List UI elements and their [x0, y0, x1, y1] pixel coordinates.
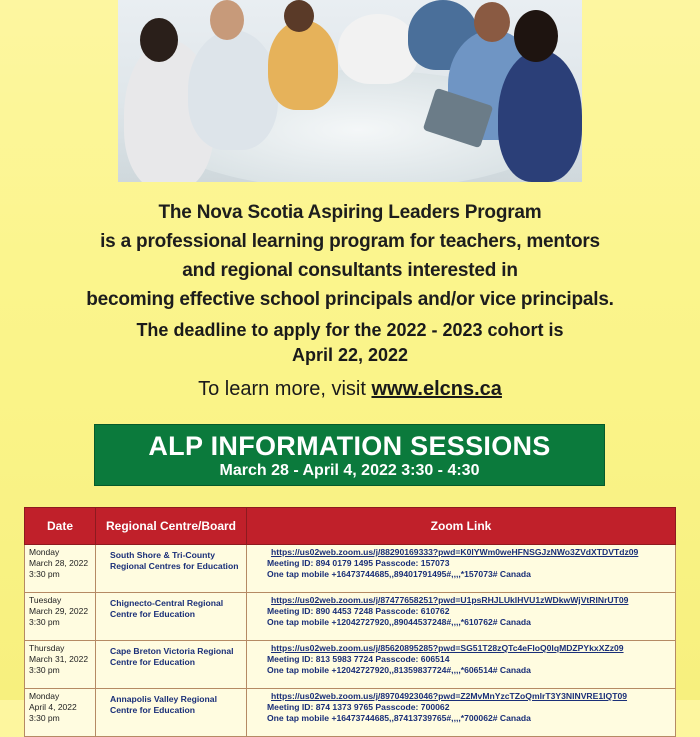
session-date [25, 689, 96, 737]
session-day: Monday [29, 691, 60, 701]
table-row [25, 641, 676, 689]
zoom-link[interactable]: https://us02web.zoom.us/j/88290169333?pwd=K0lYWm0weHFNSGJzNWo3ZVdXTDVTdz09 [271, 547, 639, 557]
deadline-line: The deadline to apply for the 2022 - 2023 cohort is [136, 320, 564, 340]
table-row [25, 689, 676, 737]
meeting-photo [118, 0, 582, 182]
table-row [25, 545, 676, 593]
session-date-text: April 4, 2022 [29, 702, 77, 712]
intro-line: The Nova Scotia Aspiring Leaders Program [158, 202, 542, 223]
website-link[interactable]: www.elcns.ca [371, 378, 502, 400]
session-date [25, 593, 96, 641]
zoom-info [247, 545, 676, 593]
zoom-info [247, 593, 676, 641]
session-time: 3:30 pm [29, 665, 60, 675]
session-date [25, 641, 96, 689]
deadline-notice [0, 318, 700, 368]
meeting-id: Meeting ID: 874 1373 9765 Passcode: 700062 [267, 702, 450, 712]
one-tap-mobile: One tap mobile +12042727920,,89044537248#,,,,*610762# Canada [267, 617, 531, 627]
zoom-info [247, 641, 676, 689]
session-date [25, 545, 96, 593]
session-day: Monday [29, 547, 60, 557]
intro-line: is a professional learning program for teachers, mentors [100, 231, 600, 252]
zoom-info [247, 689, 676, 737]
regional-board: South Shore & Tri-County Regional Centres for Education [96, 545, 247, 593]
learn-more [0, 378, 700, 401]
intro-line: and regional consultants interested in [182, 260, 518, 281]
intro-line: becoming effective school principals and/or vice principals. [86, 289, 614, 310]
deadline-date: April 22, 2022 [291, 345, 409, 365]
table-row [25, 593, 676, 641]
session-day: Thursday [29, 643, 65, 653]
banner-subtitle: March 28 - April 4, 2022 3:30 - 4:30 [219, 462, 480, 479]
session-day: Tuesday [29, 595, 62, 605]
one-tap-mobile: One tap mobile +16473744685,,89401791495#,,,,*157073# Canada [267, 569, 531, 579]
zoom-header: Zoom Link [247, 508, 676, 545]
zoom-link[interactable]: https://us02web.zoom.us/j/85620895285?pwd=SG51T28zQTc4eFloQ0lqMDZPYkxXZz09 [271, 643, 624, 653]
zoom-link[interactable]: https://us02web.zoom.us/j/89704923046?pwd=Z2MvMnYzcTZoQmlrT3Y3NlNVRE1IQT09 [271, 691, 628, 701]
session-date-text: March 31, 2022 [29, 654, 89, 664]
one-tap-mobile: One tap mobile +16473744685,,87413739765#,,,,*700062# Canada [267, 713, 531, 723]
regional-board: Chignecto-Central Regional Centre for Education [96, 593, 247, 641]
regional-board: Annapolis Valley Regional Centre for Education [96, 689, 247, 737]
sessions-table [24, 507, 676, 737]
board-header: Regional Centre/Board [96, 508, 247, 545]
session-date-text: March 29, 2022 [29, 606, 89, 616]
meeting-id: Meeting ID: 813 5983 7724 Passcode: 606514 [267, 654, 450, 664]
program-description [0, 198, 700, 314]
session-time: 3:30 pm [29, 617, 60, 627]
banner-title: ALP INFORMATION SESSIONS [148, 431, 551, 461]
session-date-text: March 28, 2022 [29, 558, 89, 568]
learn-more-text: To learn more, visit [198, 378, 372, 400]
date-header: Date [25, 508, 96, 545]
sessions-banner [94, 424, 605, 486]
one-tap-mobile: One tap mobile +12042727920,,81359837724#,,,,*606514# Canada [267, 665, 531, 675]
table-header-row [25, 508, 676, 545]
meeting-id: Meeting ID: 890 4453 7248 Passcode: 610762 [267, 606, 450, 616]
meeting-id: Meeting ID: 894 0179 1495 Passcode: 157073 [267, 558, 450, 568]
zoom-link[interactable]: https://us02web.zoom.us/j/87477658251?pwd=U1psRHJLUkIHVU1zWDkwWjVtRINrUT09 [271, 595, 629, 605]
session-time: 3:30 pm [29, 569, 60, 579]
session-time: 3:30 pm [29, 713, 60, 723]
regional-board: Cape Breton Victoria Regional Centre for Education [96, 641, 247, 689]
